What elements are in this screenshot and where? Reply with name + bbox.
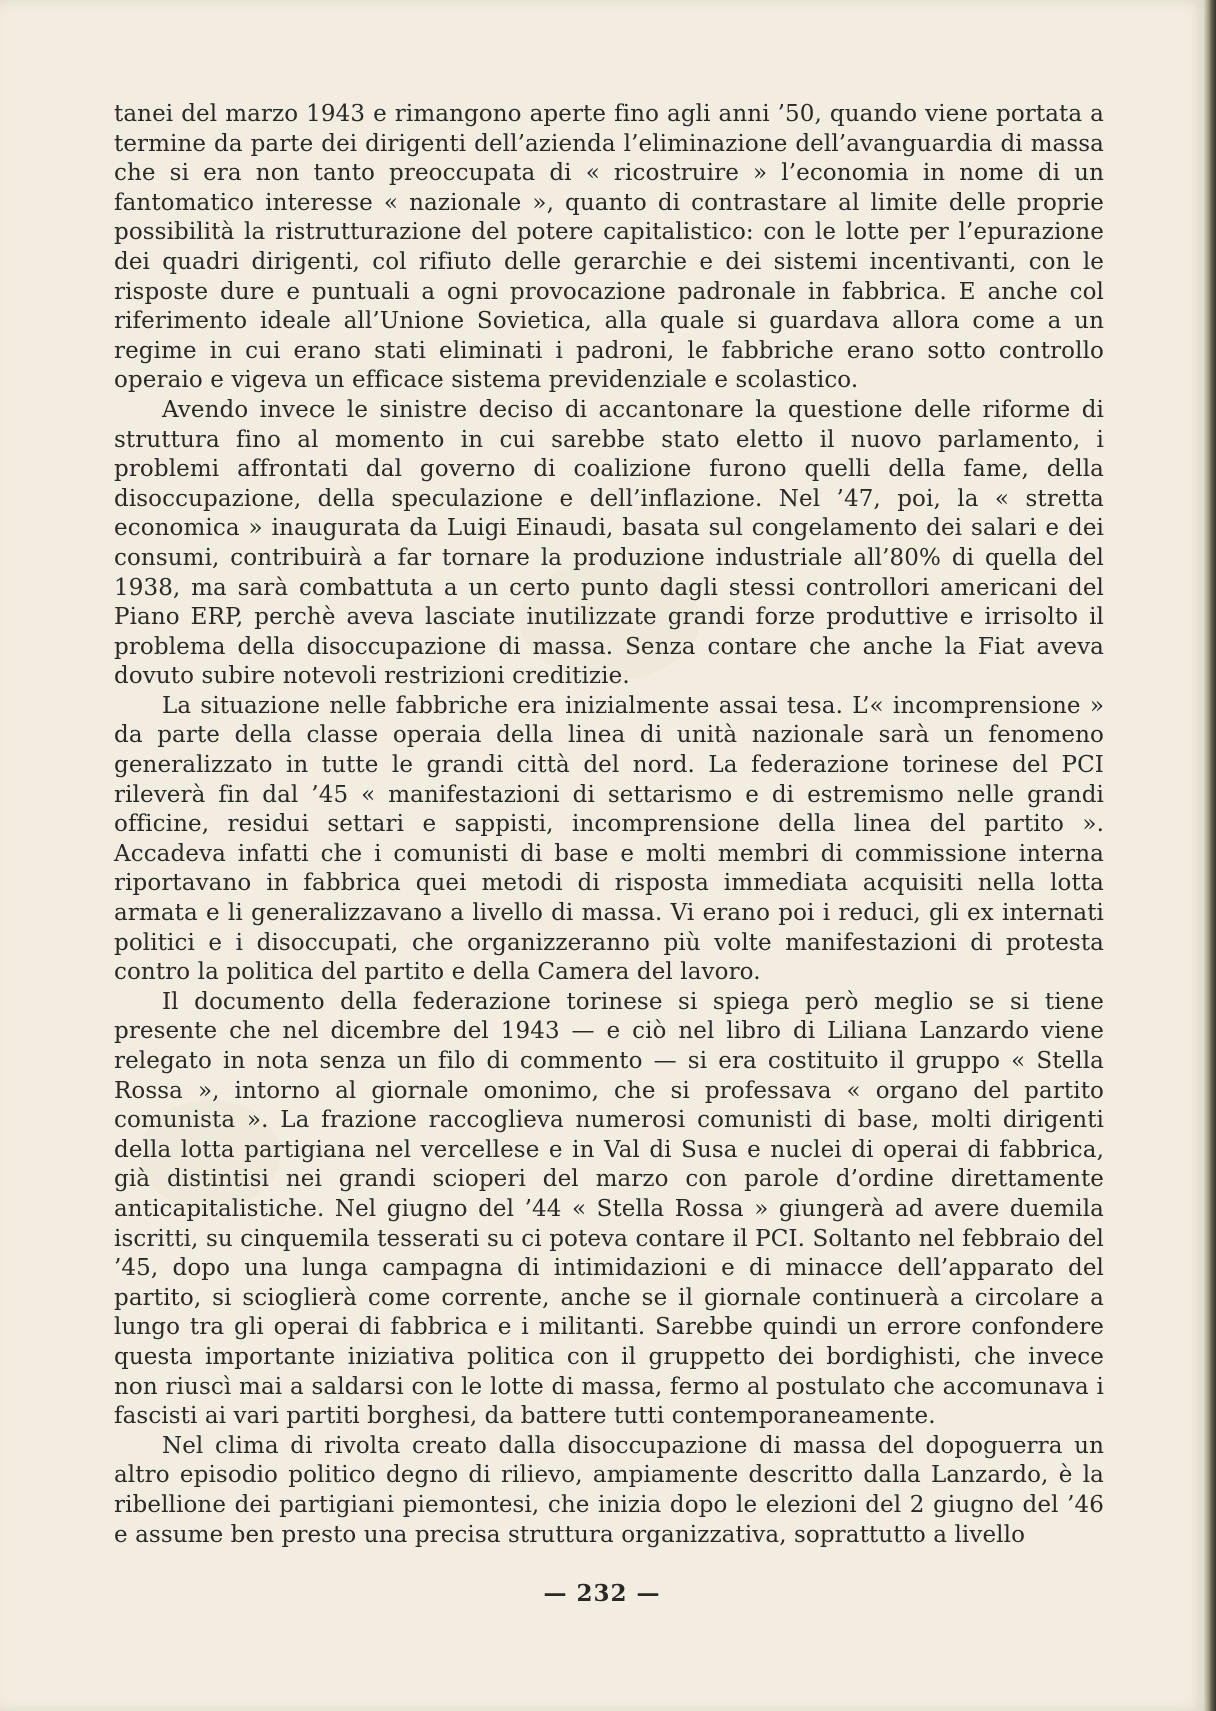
paragraph-5: Nel clima di rivolta creato dalla disoccupazione di massa del dopoguerra un altro episodio politico degno di rilievo, ampiamente descritto dalla Lanzardo, è la ribellione dei partigiani piemontesi, che inizia dopo le elezioni del 2 giugno del ’46 e assume ben presto una precisa struttura organizzativa, soprattutto a livello — [114, 1432, 1104, 1548]
page-edge-shadow — [1204, 0, 1216, 1711]
page-number: — 232 — — [543, 1580, 661, 1607]
paragraph-3: La situazione nelle fabbriche era inizialmente assai tesa. L’« incomprensione » da parte della classe operaia della linea di unità nazionale sarà un fenomeno generalizzato in tutte le grandi città del nord. La federazione torinese del PCI rileverà fin dal ’45 « manifestazioni di settarismo e di estremismo nelle grandi officine, residui settari e sappisti, incomprensione della linea del partito ». Accadeva infatti che i comunisti di base e molti membri di commissione interna riportavano in fabbrica quei metodi di risposta immediata acquisiti nella lotta armata e li generalizzavano a livello di massa. Vi erano poi i reduci, gli ex internati politici e i disoccupati, che organizzeranno più volte manifestazioni di protesta contro la politica del partito e della Camera del lavoro. — [114, 692, 1104, 986]
body-text — [114, 100, 1104, 1550]
paragraph-2: Avendo invece le sinistre deciso di accantonare la questione delle riforme di struttura fino al momento in cui sarebbe stato eletto il nuovo parlamento, i problemi affrontati dal governo di coalizione furono quelli della fame, della disoccupazione, della speculazione e dell’inflazione. Nel ’47, poi, la « stretta economica » inaugurata da Luigi Einaudi, basata sul congelamento dei salari e dei consumi, contribuirà a far tornare la produzione industriale all’80% di quella del 1938, ma sarà combattuta a un certo punto dagli stessi controllori americani del Piano ERP, perchè aveva lasciate inutilizzate grandi forze produttive e irrisolto il problema della disoccupazione di massa. Senza contare che anche la Fiat aveva dovuto subire notevoli restrizioni creditizie. — [114, 396, 1104, 690]
paragraph-1: tanei del marzo 1943 e rimangono aperte fino agli anni ’50, quando viene portata a termine da parte dei dirigenti dell’azienda l’eliminazione dell’avanguardia di massa che si era non tanto preoccupata di « ricostruire » l’economia in nome di un fantomatico interesse « nazionale », quanto di contrastare al limite delle proprie possibilità la ristrutturazione del potere capitalistico: con le lotte per l’epurazione dei quadri dirigenti, col rifiuto delle gerarchie e dei sistemi incentivanti, con le risposte dure e puntuali a ogni provocazione padronale in fabbrica. E anche col riferimento ideale all’Unione Sovietica, alla quale si guardava allora come a un regime in cui erano stati eliminati i padroni, le fabbriche erano sotto controllo operaio e vigeva un efficace sistema previdenziale e scolastico. — [114, 101, 1104, 394]
paragraph-4: Il documento della federazione torinese si spiega però meglio se si tiene presente che nel dicembre del 1943 — e ciò nel libro di Liliana Lanzardo viene relegato in nota senza un filo di commento — si era costituito il gruppo « Stella Rossa », intorno al giornale omonimo, che si professava « organo del partito comunista ». La frazione raccoglieva numerosi comunisti di base, molti dirigenti della lotta partigiana nel vercellese e in Val di Susa e nuclei di operai di fabbrica, già distintisi nei grandi scioperi del marzo con parole d’ordine direttamente anticapitalistiche. Nel giugno del ’44 « Stella Rossa » giungerà ad avere duemila iscritti, su cinquemila tesserati su ci poteva contare il PCI. Soltanto nel febbraio del ’45, dopo una lunga campagna di intimidazioni e di minacce dell’apparato del partito, si scioglierà come corrente, anche se il giornale continuerà a circolare a lungo tra gli operai di fabbrica e i militanti. Sarebbe quindi un errore confondere questa importante iniziativa politica con il gruppetto dei bordighisti, che invece non riuscì mai a saldarsi con le lotte di massa, fermo al postulato che accomunava i fascisti ai vari partiti borghesi, da battere tutti contemporaneamente. — [114, 988, 1104, 1430]
